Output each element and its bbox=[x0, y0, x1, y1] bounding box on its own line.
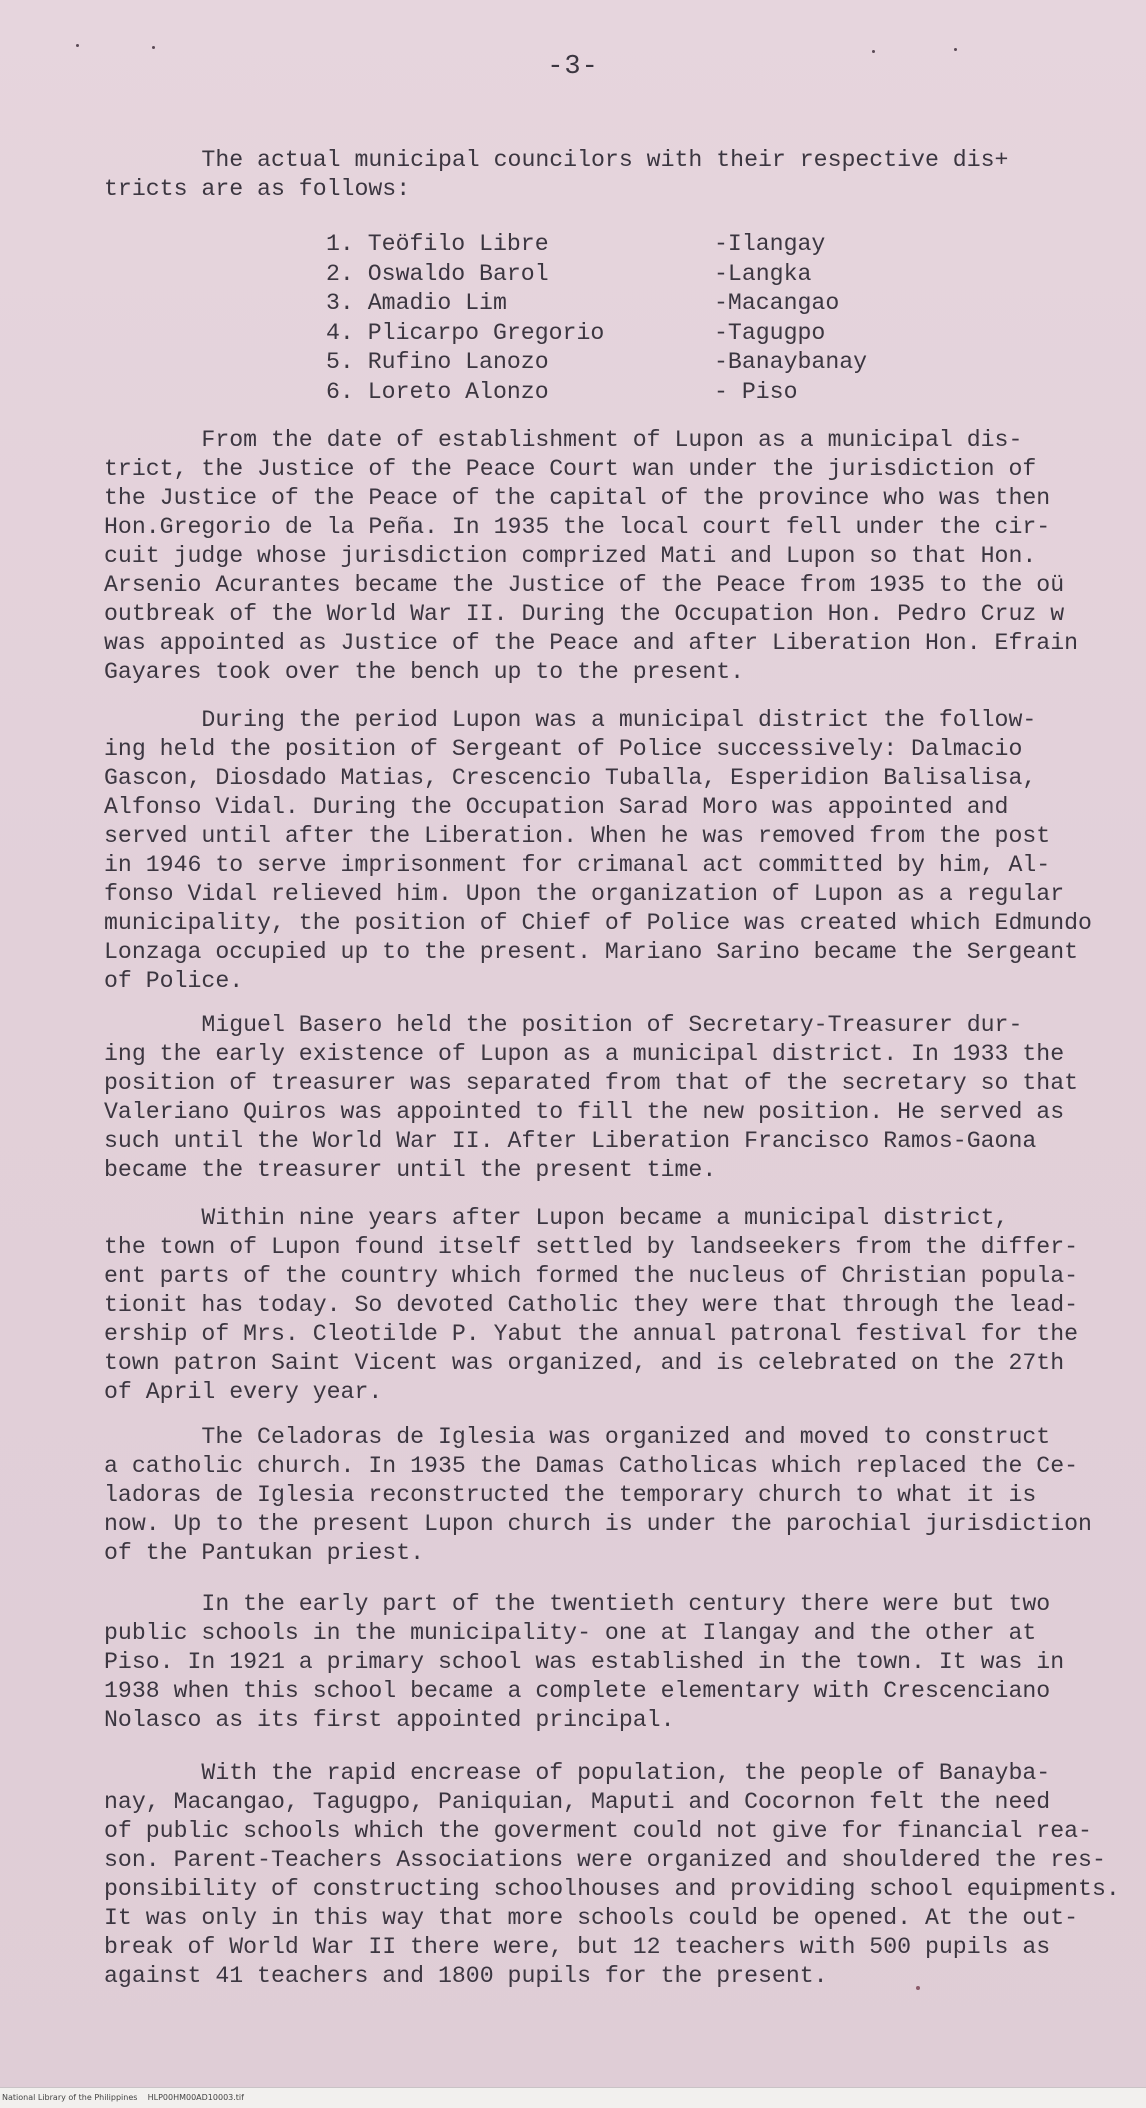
paragraph-settlement: Within nine years after Lupon became a municipal district, the town of Lupon found itself settled by landseekers from the differ- ent parts of the country which formed the nucleus of Christian popula- tionit has today. So devoted Catholic they were that through the lead- ership of Mrs. Cleotilde P. Yabut the annual patronal festival for the town patron Saint Vicent was organized, and is celebrated on the 27th of April every year. bbox=[104, 1205, 1079, 1405]
paragraph-justice-of-peace: From the date of establishment of Lupon as a municipal dis- trict, the Justice of the Peace Court wan under the jurisdiction of the Justice of the Peace of the capital of the province who was then Hon.Gregorio de la Peña. In 1935 the local court fell under the cir- cuit judge whose jurisdiction comprized Mati and Lupon so that Hon. Arsenio Acurantes became the Justice of the Peace from 1935 to the oü outbreak of the World War II. During the Occupation Hon. Pedro Cruz w was appointed as Justice of the Peace and after Liberation Hon. Efrain Gayares took over the bench up to the present. bbox=[104, 427, 1079, 685]
councilor-row bbox=[326, 230, 867, 260]
councilor-row bbox=[326, 319, 867, 349]
councilor-district: -Banaybanay bbox=[714, 349, 868, 375]
archive-footer: National Library of the Philippines HLP00HM00AD10003.tif bbox=[0, 2087, 1146, 2108]
councilor-district: -Langka bbox=[714, 260, 812, 287]
councilor-row bbox=[326, 378, 867, 408]
councilor-list bbox=[326, 230, 867, 407]
paragraph-treasurer: Miguel Basero held the position of Secretary-Treasurer dur- ing the early existence of Lupon as a municipal district. In 1933 the position of treasurer was separated from that of the secretary so that Valeriano Quiros was appointed to fill the new position. He served as such until the World War II. After Liberation Francisco Ramos-Gaona became the treasurer until the present time. bbox=[104, 1012, 1079, 1183]
paper-speck bbox=[152, 46, 155, 49]
councilor-name: 2. Oswaldo Barol bbox=[326, 260, 549, 287]
paragraph-police: During the period Lupon was a municipal district the follow- ing held the position of Sergeant of Police successively: Dalmacio Gascon, Diosdado Matias, Crescencio Tuballa, Esperidion Balisalisa, Alfonso Vidal. During the Occupation Sarad Moro was appointed and served until after the Liberation. When he was removed from the post in 1946 to serve imprisonment for crimanal act committed by him, Al- fonso Vidal relieved him. Upon the organization of Lupon as a regular municipality, the position of Chief of Police was created which Edmundo Lonzaga occupied up to the present. Mariano Sarino became the Sergeant of Police. bbox=[104, 707, 1092, 994]
paragraph-population: With the rapid encrease of population, the people of Banayba- nay, Macangao, Tagugpo, Paniquian, Maputi and Cocornon felt the need of public schools which the goverment could not give for financial rea- son. Parent-Teachers Associations were organized and shouldered the res- ponsibility of constructing schoolhouses and providing school equipments. It was only in this way that more schools could be opened. At the out- break of World War II there were, but 12 teachers with 500 pupils as against 41 teachers and 1800 pupils for the present. bbox=[104, 1760, 1120, 1989]
page-number: -3- bbox=[547, 52, 599, 82]
councilor-district: -Ilangay bbox=[714, 231, 826, 257]
paragraph-church: The Celadoras de Iglesia was organized and moved to construct a catholic church. In 1935 the Damas Catholicas which replaced the Ce- ladoras de Iglesia reconstructed the temporary church to what it is now. Up to the present Lupon church is under the parochial jurisdiction of the Pantukan priest. bbox=[104, 1424, 1092, 1566]
councilor-name: 1. Teöfilo Libre bbox=[326, 231, 549, 257]
councilor-district: -Macangao bbox=[714, 290, 840, 316]
intro-paragraph: The actual municipal councilors with their respective dis+ tricts are as follows: bbox=[104, 147, 1009, 202]
paper-speck bbox=[954, 48, 957, 51]
councilor-name: 4. Plicarpo Gregorio bbox=[326, 319, 605, 346]
councilor-name: 6. Loreto Alonzo bbox=[326, 378, 549, 405]
paper-speck bbox=[76, 44, 79, 47]
councilor-name: 3. Amadio Lim bbox=[326, 290, 507, 316]
councilor-row bbox=[326, 289, 867, 319]
councilor-district: - Piso bbox=[714, 378, 798, 405]
councilor-row bbox=[326, 260, 867, 290]
councilor-row bbox=[326, 348, 867, 378]
councilor-name: 5. Rufino Lanozo bbox=[326, 349, 549, 375]
paragraph-schools: In the early part of the twentieth century there were but two public schools in the municipality- one at Ilangay and the other at Piso. In 1921 a primary school was established in the town. It was in 1938 when this school became a complete elementary with Crescenciano Nolasco as its first appointed principal. bbox=[104, 1591, 1065, 1733]
councilor-district: -Tagugpo bbox=[714, 319, 826, 346]
